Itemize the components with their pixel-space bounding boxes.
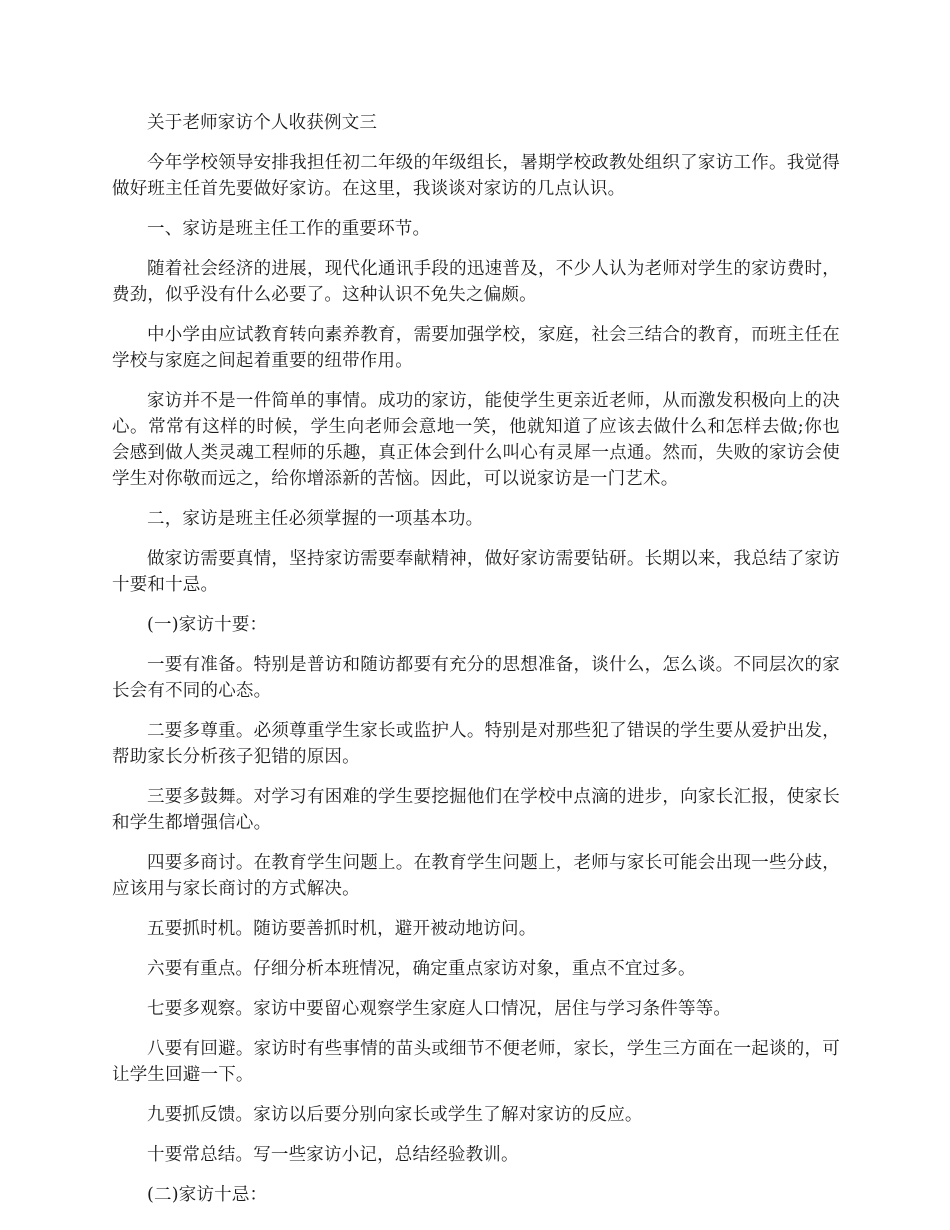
paragraph-intro: 今年学校领导安排我担任初二年级的年级组长，暑期学校政教处组织了家访工作。我觉得做好班主任首先要做好家访。在这里，我谈谈对家访的几点认识。 xyxy=(112,153,840,199)
paragraph: 中小学由应试教育转向素养教育，需要加强学校，家庭，社会三结合的教育，而班主任在学校与家庭之间起着重要的纽带作用。 xyxy=(112,325,840,371)
list-item: 一要有准备。特别是普访和随访都要有充分的思想准备，谈什么，怎么谈。不同层次的家长会有不同的心态。 xyxy=(112,655,840,701)
document-title: 关于老师家访个人收获例文三 xyxy=(147,113,378,133)
list-item: 六要有重点。仔细分析本班情况，确定重点家访对象，重点不宜过多。 xyxy=(147,959,696,979)
paragraph: 随着社会经济的进展，现代化通讯手段的迅速普及，不少人认为老师对学生的家访费时，费劲，似乎没有什么必要了。这种认识不免失之偏颇。 xyxy=(112,259,840,305)
subsection-heading-ten-donts: (二)家访十忌： xyxy=(147,1185,268,1205)
subsection-heading-ten-dos: (一)家访十要： xyxy=(147,615,268,635)
list-item: 八要有回避。家访时有些事情的苗头或细节不便老师，家长，学生三方面在一起谈的，可让学生回避一下。 xyxy=(112,1039,840,1085)
list-item: 七要多观察。家访中要留心观察学生家庭人口情况，居住与学习条件等等。 xyxy=(147,999,732,1019)
section-heading-1: 一、家访是班主任工作的重要环节。 xyxy=(147,219,431,239)
list-item: 五要抓时机。随访要善抓时机，避开被动地访问。 xyxy=(147,919,537,939)
list-item: 二要多尊重。必须尊重学生家长或监护人。特别是对那些犯了错误的学生要从爱护出发，帮助家长分析孩子犯错的原因。 xyxy=(112,721,840,767)
document-body xyxy=(112,110,840,1222)
section-heading-2: 二，家访是班主任必须掌握的一项基本功。 xyxy=(147,509,484,529)
list-item: 十要常总结。写一些家访小记，总结经验教训。 xyxy=(147,1145,519,1165)
list-item: 四要多商讨。在教育学生问题上。在教育学生问题上，老师与家长可能会出现一些分歧，应该用与家长商讨的方式解决。 xyxy=(112,853,840,899)
paragraph: 做家访需要真情，坚持家访需要奉献精神，做好家访需要钻研。长期以来，我总结了家访十要和十忌。 xyxy=(112,549,840,595)
paragraph: 家访并不是一件简单的事情。成功的家访，能使学生更亲近老师，从而激发积极向上的决心。常常有这样的时候，学生向老师会意地一笑，他就知道了应该去做什么和怎样去做;你也会感到做人类灵魂工程师的乐趣，真正体会到什么叫心有灵犀一点通。然而，失败的家访会使学生对你敬而远之，给你增添新的苦恼。因此，可以说家访是一门艺术。 xyxy=(112,391,840,489)
list-item: 三要多鼓舞。对学习有困难的学生要挖掘他们在学校中点滴的进步，向家长汇报，使家长和学生都增强信心。 xyxy=(112,787,840,833)
list-item: 九要抓反馈。家访以后要分别向家长或学生了解对家访的反应。 xyxy=(147,1105,643,1125)
